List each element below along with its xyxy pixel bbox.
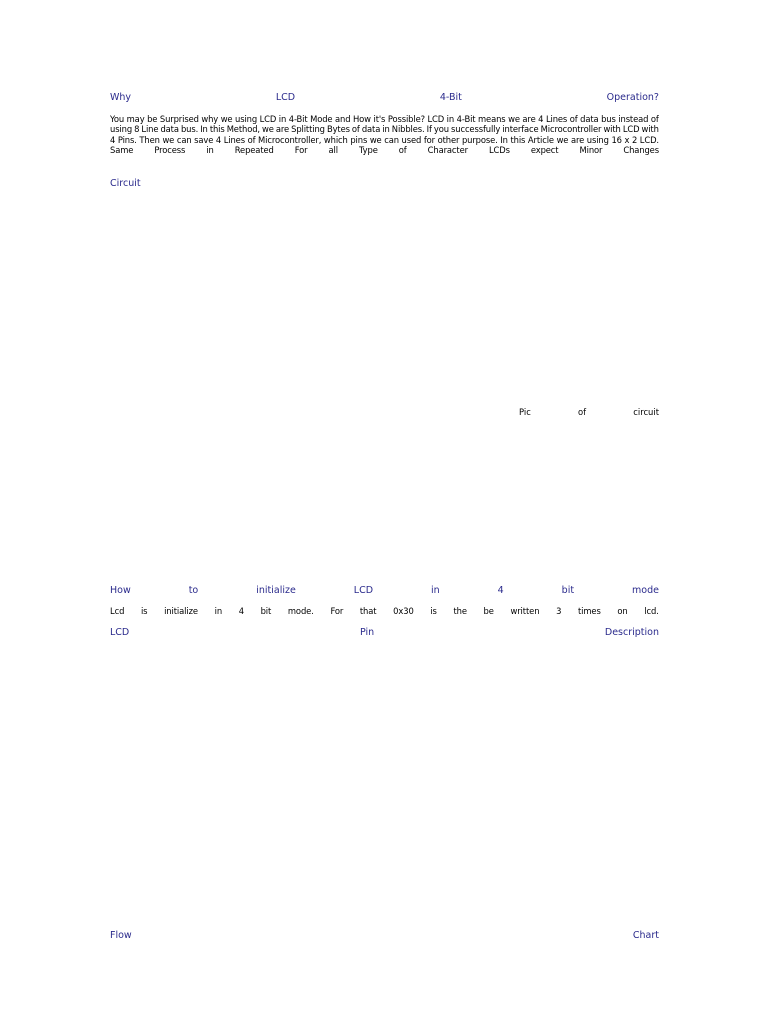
word: bit bbox=[561, 585, 575, 596]
word: 4 bbox=[215, 134, 222, 145]
word: mode. bbox=[287, 606, 314, 616]
word: it's bbox=[373, 114, 386, 124]
word: interface bbox=[502, 124, 539, 135]
word: is bbox=[140, 606, 148, 616]
word: Then bbox=[139, 134, 160, 145]
word: to bbox=[188, 585, 199, 596]
word: In bbox=[200, 124, 208, 135]
word: written bbox=[510, 606, 540, 616]
word: of bbox=[351, 124, 360, 135]
word: that bbox=[359, 606, 377, 616]
word: data bbox=[160, 124, 179, 135]
word: 4 bbox=[238, 606, 244, 616]
word: for bbox=[423, 134, 435, 145]
word: of bbox=[650, 114, 659, 124]
word: Method, bbox=[226, 124, 260, 135]
word: in bbox=[382, 124, 390, 135]
word: data bbox=[361, 124, 381, 135]
word: Character bbox=[427, 144, 468, 155]
word: be bbox=[483, 606, 494, 616]
word: 0x30 bbox=[393, 606, 414, 616]
word: circuit bbox=[633, 407, 659, 417]
word: this bbox=[209, 124, 225, 135]
word: initialize bbox=[164, 606, 198, 616]
word: lcd. bbox=[644, 606, 659, 616]
word: bit bbox=[260, 606, 272, 616]
word: be bbox=[147, 114, 158, 124]
word: can bbox=[176, 134, 192, 145]
circuit-caption bbox=[519, 407, 659, 417]
word: Lines bbox=[223, 134, 245, 145]
para-line bbox=[110, 114, 659, 124]
word: data bbox=[580, 114, 599, 124]
word: LCD bbox=[353, 585, 374, 596]
word: Mode bbox=[310, 114, 333, 124]
para-line bbox=[110, 124, 659, 134]
word: using bbox=[235, 114, 258, 124]
word: with bbox=[641, 124, 659, 135]
word: You bbox=[110, 114, 125, 124]
para-line bbox=[110, 135, 659, 145]
word: are bbox=[522, 114, 536, 124]
word: 4 bbox=[497, 585, 504, 596]
word: Splitting bbox=[291, 124, 325, 135]
word: we bbox=[162, 134, 175, 145]
word: mode bbox=[632, 585, 659, 596]
word: LCD bbox=[275, 92, 296, 103]
word: 4-Bit bbox=[456, 114, 476, 124]
word: Type bbox=[358, 144, 378, 155]
word: are bbox=[570, 134, 585, 145]
word: using bbox=[110, 124, 133, 135]
word: 4-Bit bbox=[288, 114, 308, 124]
word: means bbox=[478, 114, 506, 124]
word: save bbox=[194, 134, 214, 145]
word: Same bbox=[110, 144, 134, 155]
word: times bbox=[577, 606, 601, 616]
word: the bbox=[453, 606, 467, 616]
word: Bytes bbox=[326, 124, 350, 135]
word: instead bbox=[618, 114, 649, 124]
why-heading bbox=[110, 92, 659, 103]
word: pins bbox=[350, 134, 368, 145]
word: we bbox=[556, 134, 569, 145]
word: Surprised bbox=[159, 114, 199, 124]
word: Possible? bbox=[387, 114, 425, 124]
word: LCDs bbox=[488, 144, 510, 155]
word: Article bbox=[527, 134, 554, 145]
word: is bbox=[430, 606, 437, 616]
word: If bbox=[426, 124, 432, 135]
word: why bbox=[201, 114, 219, 124]
word: bus bbox=[601, 114, 616, 124]
word: How bbox=[110, 585, 131, 596]
word: Chart bbox=[632, 930, 659, 941]
word: Lcd bbox=[110, 606, 125, 616]
word: LCD bbox=[110, 627, 130, 638]
word: expect bbox=[530, 144, 559, 155]
word: Flow bbox=[110, 930, 132, 941]
word: Nibbles. bbox=[391, 124, 425, 135]
word: Microcontroller, bbox=[258, 134, 322, 145]
word: LCD bbox=[622, 124, 640, 135]
word: other bbox=[437, 134, 460, 145]
why-paragraph bbox=[110, 114, 659, 155]
word: bus. bbox=[180, 124, 199, 135]
word: we bbox=[369, 134, 382, 145]
word: Microcontroller bbox=[540, 124, 602, 135]
word: How bbox=[353, 114, 371, 124]
word: 4 bbox=[538, 114, 544, 124]
word: we bbox=[220, 114, 233, 124]
word: you bbox=[433, 124, 449, 135]
word: using bbox=[586, 134, 609, 145]
word: in bbox=[278, 114, 287, 124]
flow-heading bbox=[110, 930, 659, 941]
word: Lines bbox=[545, 114, 568, 124]
para-line bbox=[110, 145, 659, 155]
pin-heading bbox=[110, 627, 659, 638]
word: in bbox=[206, 144, 214, 155]
word: can bbox=[384, 134, 399, 145]
word: on bbox=[617, 606, 628, 616]
word: and bbox=[335, 114, 351, 124]
word: with bbox=[603, 124, 621, 135]
word: In bbox=[500, 134, 508, 145]
circuit-heading: Circuit bbox=[110, 178, 141, 189]
word: of bbox=[398, 144, 407, 155]
word: of bbox=[569, 114, 578, 124]
word: in bbox=[446, 114, 455, 124]
word: which bbox=[323, 134, 348, 145]
word: purpose. bbox=[461, 134, 498, 145]
word: For bbox=[294, 144, 308, 155]
word: Why bbox=[110, 92, 132, 103]
init-text bbox=[110, 606, 659, 616]
word: Operation? bbox=[606, 92, 659, 103]
word: LCD bbox=[427, 114, 445, 124]
word: this bbox=[510, 134, 526, 145]
word: of bbox=[247, 134, 256, 145]
word: in bbox=[214, 606, 223, 616]
word: LCD. bbox=[639, 134, 659, 145]
word: 16 bbox=[611, 134, 622, 145]
word: successfully bbox=[451, 124, 501, 135]
word: we bbox=[508, 114, 520, 124]
word: Repeated bbox=[234, 144, 274, 155]
word: Description bbox=[604, 627, 659, 638]
word: 4 bbox=[110, 134, 116, 145]
word: x bbox=[624, 134, 630, 145]
word: Changes bbox=[623, 144, 659, 155]
word: we bbox=[262, 124, 274, 135]
word: 4-Bit bbox=[439, 92, 462, 103]
word: of bbox=[578, 407, 587, 417]
word: Minor bbox=[579, 144, 603, 155]
word: all bbox=[328, 144, 338, 155]
word: Process bbox=[154, 144, 186, 155]
word: are bbox=[275, 124, 290, 135]
word: Line bbox=[141, 124, 159, 135]
word: LCD bbox=[259, 114, 277, 124]
word: For bbox=[330, 606, 344, 616]
init-heading bbox=[110, 585, 659, 596]
word: in bbox=[431, 585, 440, 596]
word: Pin bbox=[359, 627, 375, 638]
word: Pic bbox=[519, 407, 531, 417]
word: Pins. bbox=[117, 134, 137, 145]
word: may bbox=[126, 114, 145, 124]
word: initialize bbox=[256, 585, 296, 596]
word: 2 bbox=[631, 134, 638, 145]
word: 8 bbox=[134, 124, 140, 135]
word: 3 bbox=[556, 606, 562, 616]
word: used bbox=[401, 134, 422, 145]
